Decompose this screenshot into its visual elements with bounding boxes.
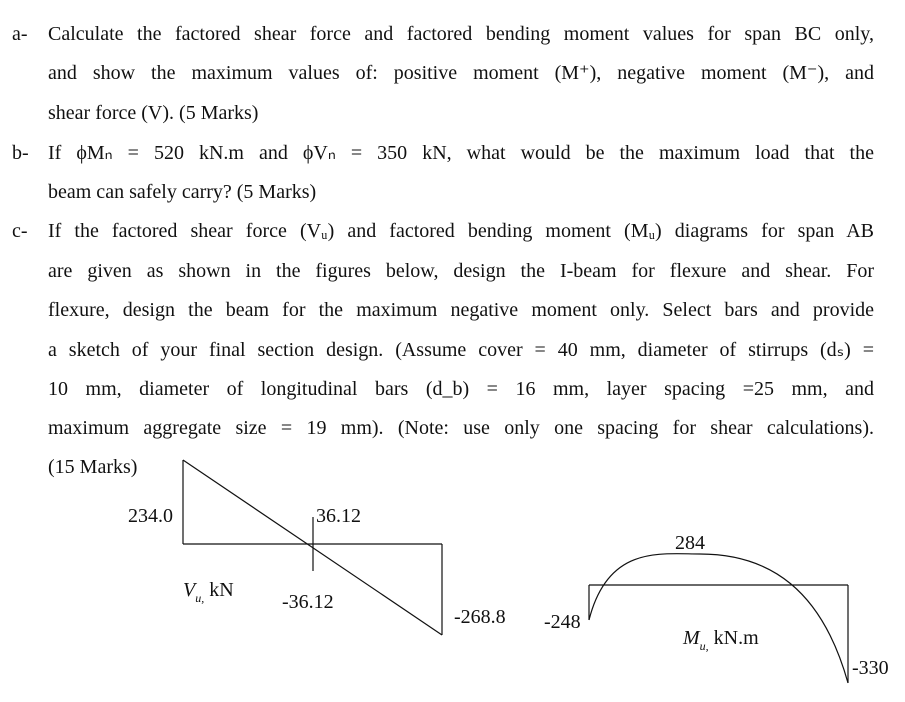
moment-diagram-label [683, 627, 759, 657]
part-a-line-1: Calculate the factored shear force and factored bending moment values for span BC only, [48, 23, 874, 45]
moment-curve [589, 554, 848, 683]
part-c-line-6: maximum aggregate size = 19 mm). (Note: use only one spacing for shear calculations). [48, 417, 874, 439]
part-b-line-1: If ϕMₙ = 520 kN.m and ϕVₙ = 350 kN, what would be the maximum load that the [48, 142, 874, 164]
shear-value-left-top: 234.0 [128, 505, 173, 527]
part-a-label: a- [12, 23, 28, 45]
part-a-line-2: and show the maximum values of: positive moment (M⁺), negative moment (M⁻), and [48, 62, 874, 84]
part-c-line-1: If the factored shear force (Vᵤ) and factored bending moment (Mᵤ) diagrams for span AB [48, 220, 874, 242]
moment-label-sub: u, [699, 639, 709, 653]
moment-label-unit: kN.m [713, 627, 759, 649]
moment-label-main: M [683, 627, 700, 649]
shear-label-main: V [183, 579, 196, 601]
shear-value-right-bottom: -268.8 [454, 606, 506, 628]
shear-value-mid-top: 36.12 [316, 505, 361, 527]
bending-moment-diagram [589, 554, 848, 683]
part-b-line-2: beam can safely carry? (5 Marks) [48, 181, 317, 203]
moment-value-right: -330 [852, 657, 889, 679]
part-c-line-7: (15 Marks) [48, 456, 138, 478]
part-c-line-3: flexure, design the beam for the maximum negative moment only. Select bars and provide [48, 299, 874, 321]
moment-value-left: -248 [544, 611, 581, 633]
shear-label-sub: u, [195, 591, 205, 605]
shear-label-unit: kN [209, 579, 234, 601]
shear-value-mid-bottom: -36.12 [282, 591, 334, 613]
part-b-label: b- [12, 142, 29, 164]
moment-value-peak: 284 [675, 532, 705, 554]
part-a-line-3: shear force (V). (5 Marks) [48, 102, 259, 124]
part-c-label: c- [12, 220, 28, 242]
shear-diagram-label [183, 579, 234, 609]
part-c-line-2: are given as shown in the figures below, design the I-beam for flexure and shear. For [48, 260, 874, 282]
part-c-line-5: 10 mm, diameter of longitudinal bars (d_b) = 16 mm, layer spacing =25 mm, and [48, 378, 874, 400]
part-c-line-4: a sketch of your final section design. (Assume cover = 40 mm, diameter of stirrups (dₛ) = [48, 339, 874, 361]
